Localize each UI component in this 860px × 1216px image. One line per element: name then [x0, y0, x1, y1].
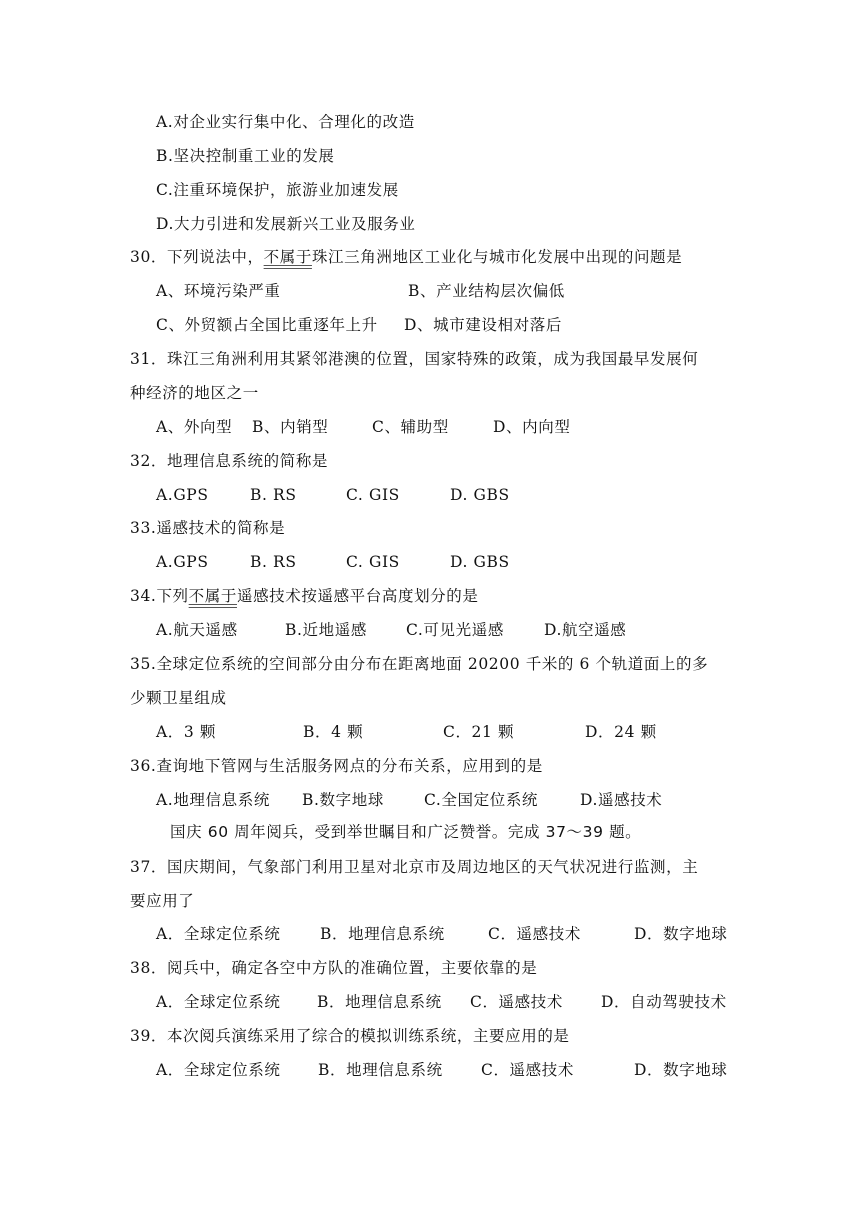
question-31-line2: 种经济的地区之一: [130, 384, 259, 402]
question-34-option-c: C.可见光遥感: [406, 621, 504, 639]
question-32-option-b: B. RS: [250, 486, 297, 504]
prev-option-c: C.注重环境保护，旅游业加速发展: [156, 181, 399, 199]
question-39-option-d: D．数字地球: [634, 1061, 728, 1079]
question-35-option-c: C．21 颗: [443, 723, 515, 741]
question-34-option-d: D.航空遥感: [544, 621, 627, 639]
question-30-option-b: B、产业结构层次偏低: [408, 282, 565, 300]
question-38: 38．阅兵中，确定各空中方队的准确位置，主要依靠的是: [130, 959, 538, 977]
question-32-option-d: D. GBS: [450, 486, 510, 504]
question-38-option-b: B．地理信息系统: [317, 993, 442, 1011]
question-34-option-b: B.近地遥感: [285, 621, 367, 639]
question-36-option-d: D.遥感技术: [580, 791, 663, 809]
question-31-option-b: B、内销型: [252, 418, 329, 436]
question-39-option-a: A．全球定位系统: [156, 1061, 281, 1079]
question-35-option-b: B．4 颗: [303, 723, 364, 741]
question-37-line1: 37．国庆期间，气象部门利用卫星对北京市及周边地区的天气状况进行监测，主: [130, 858, 699, 876]
question-37-option-b: B．地理信息系统: [320, 925, 445, 943]
question-30: [130, 247, 682, 267]
question-34-option-a: A.航天遥感: [156, 621, 238, 639]
question-38-option-d: D．自动驾驶技术: [601, 993, 727, 1011]
question-31-option-d: D、内向型: [493, 418, 571, 436]
question-32-option-c: C. GIS: [346, 486, 400, 504]
section-intro: 国庆 60 周年阅兵，受到举世瞩目和广泛赞誉。完成 37～39 题。: [170, 823, 642, 841]
question-31-line1: 31．珠江三角洲利用其紧邻港澳的位置，国家特殊的政策，成为我国最早发展何: [130, 350, 699, 368]
question-32-option-a: A.GPS: [156, 486, 209, 504]
question-31-option-c: C、辅助型: [372, 418, 449, 436]
question-34: [130, 586, 478, 606]
question-30-prefix: 30．下列说法中，: [130, 248, 264, 266]
question-33-option-b: B. RS: [250, 553, 297, 571]
question-31-option-a: A、外向型: [156, 418, 233, 436]
prev-option-b: B.坚决控制重工业的发展: [156, 147, 335, 165]
question-30-option-c: C、外贸额占全国比重逐年上升: [156, 316, 378, 334]
question-35-line1: 35.全球定位系统的空间部分由分布在距离地面 20200 千米的 6 个轨道面上的多: [130, 655, 709, 673]
question-33-option-d: D. GBS: [450, 553, 510, 571]
question-30-suffix: 珠江三角洲地区工业化与城市化发展中出现的问题是: [311, 248, 683, 266]
question-34-prefix: 34.下列: [130, 587, 189, 605]
question-38-option-a: A．全球定位系统: [156, 993, 281, 1011]
question-30-emphasis: 不属于: [263, 248, 312, 266]
question-39-option-c: C．遥感技术: [481, 1061, 574, 1079]
question-30-option-a: A、环境污染严重: [156, 282, 281, 300]
question-38-option-c: C．遥感技术: [470, 993, 563, 1011]
question-37-line2: 要应用了: [130, 892, 195, 910]
question-36-option-c: C.全国定位系统: [424, 791, 539, 809]
question-35-option-d: D．24 颗: [585, 723, 657, 741]
prev-option-a: A.对企业实行集中化、合理化的改造: [156, 113, 415, 131]
question-35-line2: 少颗卫星组成: [130, 689, 227, 707]
question-32: 32．地理信息系统的简称是: [130, 452, 329, 470]
question-33-option-a: A.GPS: [156, 553, 209, 571]
question-39: 39．本次阅兵演练采用了综合的模拟训练系统，主要应用的是: [130, 1027, 570, 1045]
question-35-option-a: A．3 颗: [156, 723, 216, 741]
question-34-emphasis: 不属于: [188, 587, 237, 605]
question-33: 33.遥感技术的简称是: [130, 519, 286, 537]
question-37-option-c: C．遥感技术: [488, 925, 581, 943]
question-39-option-b: B．地理信息系统: [318, 1061, 443, 1079]
question-37-option-a: A．全球定位系统: [156, 925, 281, 943]
question-30-option-d: D、城市建设相对落后: [404, 316, 562, 334]
question-34-suffix: 遥感技术按遥感平台高度划分的是: [236, 587, 479, 605]
prev-option-d: D.大力引进和发展新兴工业及服务业: [156, 215, 416, 233]
question-36: 36.查询地下管网与生活服务网点的分布关系，应用到的是: [130, 757, 543, 775]
question-33-option-c: C. GIS: [346, 553, 400, 571]
question-36-option-b: B.数字地球: [302, 791, 384, 809]
question-36-option-a: A.地理信息系统: [156, 791, 270, 809]
question-37-option-d: D．数字地球: [634, 925, 728, 943]
